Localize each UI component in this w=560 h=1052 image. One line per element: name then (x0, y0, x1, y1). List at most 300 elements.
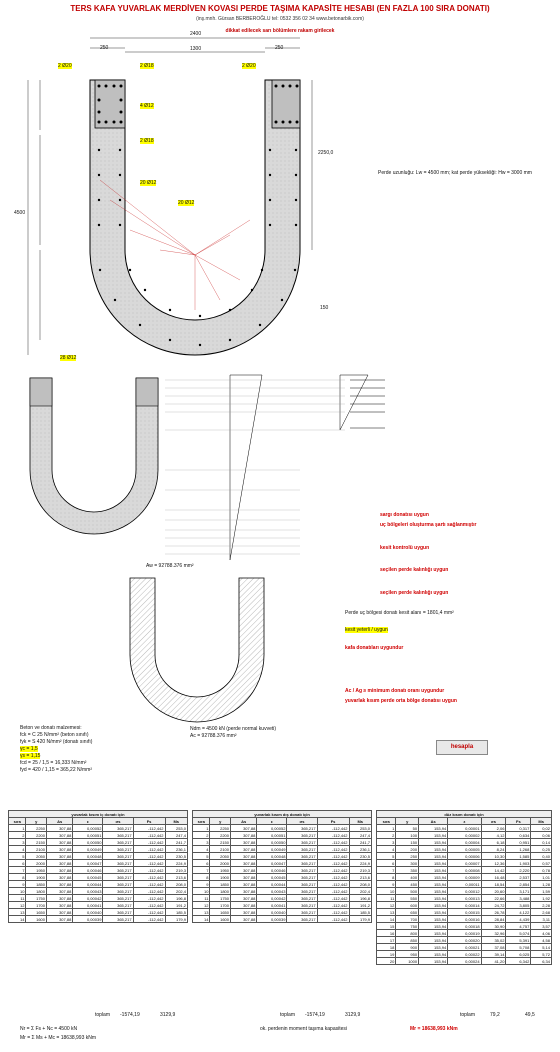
table-row (377, 867, 552, 874)
table-cell: 153,94 (419, 958, 448, 965)
table-row (9, 846, 188, 853)
col-header: Ms (165, 818, 188, 825)
table-cell: 9 (377, 881, 396, 888)
table-cell: 1950 (210, 867, 231, 874)
table-row (9, 825, 188, 832)
table-cell: 2250 (210, 825, 231, 832)
check-4: seçilen perde kalınlığı uygun (380, 567, 449, 573)
table-cell: -112,442 (317, 832, 349, 839)
table-cell: 1600 (26, 916, 47, 923)
table-cell: 307,88 (231, 846, 257, 853)
table-cell: 191,2 (349, 902, 372, 909)
table-cell: 153,94 (419, 916, 448, 923)
table-cell: 230,5 (349, 853, 372, 860)
table-cell: 5,72 (531, 951, 552, 958)
table-cell: 307,88 (47, 860, 73, 867)
table-cell: 236,1 (165, 846, 188, 853)
table-cell: 18 (377, 944, 396, 951)
table-cell: 0,00016 (448, 916, 481, 923)
rebar-label[interactable]: 28 Ø12 (60, 355, 77, 361)
table-cell: 1700 (26, 902, 47, 909)
table-cell: 0,00050 (73, 839, 103, 846)
col-header: σs (103, 818, 133, 825)
table-row (9, 902, 188, 909)
table-cell: 1,903 (506, 860, 531, 867)
table-cell: 700 (396, 916, 419, 923)
table-row (9, 888, 188, 895)
table-cell: 365,217 (287, 825, 317, 832)
table-cell: 365,217 (103, 916, 133, 923)
table-cell: 0,00045 (73, 874, 103, 881)
table-cell: 750 (396, 923, 419, 930)
table-cell: 2050 (26, 853, 47, 860)
table-cell: 850 (396, 937, 419, 944)
table-cell: 2050 (210, 853, 231, 860)
rebar-label[interactable]: 2 Ø20 (58, 63, 72, 69)
table-cell: 307,88 (231, 867, 257, 874)
table-cell: 365,217 (287, 832, 317, 839)
table-cell: 307,88 (47, 888, 73, 895)
table-cell: 6,025 (506, 951, 531, 958)
table-row (193, 916, 372, 923)
total-value: 3129,9 (345, 1012, 361, 1018)
table-cell: 4,06 (531, 930, 552, 937)
table-cell: 0,00041 (73, 902, 103, 909)
table-row (193, 867, 372, 874)
table-cell: 12 (193, 902, 210, 909)
calc-line: Ndm = 4500 kN (perde normal kuvveti) (190, 726, 277, 732)
table-cell: 3 (377, 839, 396, 846)
table-cell: -112,442 (133, 902, 165, 909)
table-cell: 365,217 (287, 874, 317, 881)
table-cell: 0,00040 (73, 909, 103, 916)
table-cell: 365,217 (287, 860, 317, 867)
table-cell: 0,00045 (257, 874, 287, 881)
table-cell: 1,268 (506, 846, 531, 853)
table-cell: 0,40 (531, 853, 552, 860)
table-cell: 153,94 (419, 951, 448, 958)
table-row (377, 874, 552, 881)
table-cell: 153,94 (419, 860, 448, 867)
check-5: seçilen perde kalınlığı uygun (380, 590, 449, 596)
table-cell: 153,94 (419, 874, 448, 881)
table-cell: 307,88 (47, 867, 73, 874)
table-cell: 153,94 (419, 937, 448, 944)
table-cell: 307,88 (231, 916, 257, 923)
table-cell: 0,00042 (257, 895, 287, 902)
table-cell: 1 (377, 825, 396, 832)
table-cell: -112,442 (133, 874, 165, 881)
table-cell: 0,00005 (448, 846, 481, 853)
table-cell: 2150 (26, 839, 47, 846)
table-cell: 307,88 (231, 902, 257, 909)
table-cell: -112,442 (317, 853, 349, 860)
table-cell: 0,317 (506, 825, 531, 832)
check-7: Ac / Ag ≥ minimum donatı oranı uygundur (345, 688, 445, 694)
table-cell: 7 (9, 867, 26, 874)
table-cell: 2200 (210, 832, 231, 839)
dim-inner-width: 1300 (190, 46, 202, 52)
table-cell: 2100 (210, 846, 231, 853)
table-cell: 10 (377, 888, 396, 895)
col-header: Fs (133, 818, 165, 825)
table-cell: 2000 (26, 860, 47, 867)
table-cell: 1800 (26, 888, 47, 895)
col-header: sıra (377, 818, 396, 825)
table-cell: 19 (377, 951, 396, 958)
table-cell: -112,442 (317, 867, 349, 874)
footer-mr: Mr = Σ Ms + Mc = 18638,993 kNm (20, 1035, 97, 1041)
table-cell: 0,00043 (73, 888, 103, 895)
total-label: toplam (280, 1012, 296, 1018)
table-cell: 307,88 (47, 832, 73, 839)
table-cell: 39,14 (481, 951, 506, 958)
col-header: ε (257, 818, 287, 825)
table-cell: 13 (377, 909, 396, 916)
page-subtitle: (inş.mnh. Gürsan BERBEROĞLU tel: 0532 356 02 34 www.betonarbik.com) (196, 16, 364, 22)
table-cell: 253,0 (165, 825, 188, 832)
table-row (193, 881, 372, 888)
table-cell: 0,00039 (257, 916, 287, 923)
table-cell: 5,708 (506, 944, 531, 951)
table-cell: 153,94 (419, 853, 448, 860)
table-cell: 6,342 (506, 958, 531, 965)
table-cell: 14 (9, 916, 26, 923)
table-cell: 14,42 (481, 867, 506, 874)
dim-top-width: 2400 (190, 31, 202, 37)
rebar-label[interactable]: 20 Ø12 (140, 180, 157, 186)
table-cell: 153,94 (419, 825, 448, 832)
table-cell: 0,00022 (448, 951, 481, 958)
table-row (193, 825, 372, 832)
table-title: yuvarlak kısım iç donatı için (9, 811, 188, 818)
force-arrows (350, 380, 385, 428)
table-cell: 14 (193, 916, 210, 923)
table-cell: 365,217 (103, 909, 133, 916)
table-cell: 4 (9, 846, 26, 853)
page-title: TERS KAFA YUVARLAK MERDİVEN KOVASI PERDE TAŞIMA KAPASİTE HESABI (EN FAZLA 100 SIRA DONATI) (70, 4, 490, 13)
table-cell: 8 (9, 874, 26, 881)
table-cell: 307,88 (231, 839, 257, 846)
table-row (377, 909, 552, 916)
table-cell: 900 (396, 944, 419, 951)
table-cell: 0,00041 (257, 902, 287, 909)
table-cell: 12,36 (481, 860, 506, 867)
table-cell: 2 (377, 832, 396, 839)
check-1: sargı donatısı uygun (380, 512, 429, 518)
table-cell: 307,88 (231, 860, 257, 867)
table-cell: 1950 (26, 867, 47, 874)
table-title: düz kısım donatı için (377, 811, 552, 818)
table-cell: 1,28 (531, 881, 552, 888)
table-row (377, 902, 552, 909)
table-cell: 0,00043 (257, 888, 287, 895)
total-value: -1574,19 (120, 1012, 140, 1018)
table-cell: 150 (396, 839, 419, 846)
table-cell: 17 (377, 937, 396, 944)
table-cell: 0,00039 (73, 916, 103, 923)
table-cell: 153,94 (419, 839, 448, 846)
table-cell: 219,3 (165, 867, 188, 874)
table-cell: -112,442 (317, 874, 349, 881)
table-row (377, 937, 552, 944)
table-row (193, 902, 372, 909)
table-cell: 307,88 (47, 895, 73, 902)
table-cell: 213,6 (165, 874, 188, 881)
table-cell: 0,00011 (448, 881, 481, 888)
total-value: 49,5 (525, 1012, 535, 1018)
table-row (193, 874, 372, 881)
table-row (377, 839, 552, 846)
table-cell: 307,88 (47, 874, 73, 881)
table-cell: 365,217 (103, 839, 133, 846)
table-cell: 0,00050 (257, 839, 287, 846)
table-cell: 1800 (210, 888, 231, 895)
table-cell: -112,442 (133, 909, 165, 916)
table-row (9, 853, 188, 860)
table-cell: 2,68 (531, 909, 552, 916)
table-cell: 4,757 (506, 923, 531, 930)
table-cell: 230,5 (165, 853, 188, 860)
table-cell: -112,442 (133, 881, 165, 888)
col-header: Ms (531, 818, 552, 825)
table-cell: 0,00014 (448, 902, 481, 909)
table-cell: 247,4 (349, 832, 372, 839)
table-outer-rebar (192, 810, 372, 923)
total-value: 3129,9 (160, 1012, 176, 1018)
table-row (377, 860, 552, 867)
table-cell: 6,34 (531, 958, 552, 965)
col-header: As (47, 818, 73, 825)
table-cell: 365,217 (287, 853, 317, 860)
aw-line: Aw = 92788.376 mm² (146, 563, 194, 569)
table-cell: 307,88 (47, 881, 73, 888)
table-cell: 0,00046 (257, 867, 287, 874)
table-cell: 365,217 (287, 839, 317, 846)
table-cell: 247,4 (165, 832, 188, 839)
table-cell: 0,00040 (257, 909, 287, 916)
table-cell: 365,217 (287, 867, 317, 874)
table-cell: 4,58 (531, 937, 552, 944)
table-cell: 1650 (210, 909, 231, 916)
table-cell: 0,00052 (73, 825, 103, 832)
table-cell: 950 (396, 951, 419, 958)
col-header: Fs (506, 818, 531, 825)
table-cell: 0,00051 (73, 832, 103, 839)
table-cell: 650 (396, 909, 419, 916)
table-row (377, 825, 552, 832)
rebar-label[interactable]: 2 Ø20 (242, 63, 256, 69)
col-header: Fs (317, 818, 349, 825)
table-cell: 0,00044 (257, 881, 287, 888)
rebar-label[interactable]: 2 Ø18 (140, 138, 154, 144)
table-cell: 0,00002 (448, 832, 481, 839)
table-inner-rebar (8, 810, 188, 923)
table-cell: 307,88 (231, 853, 257, 860)
table-cell: 307,88 (231, 888, 257, 895)
table-cell: 800 (396, 930, 419, 937)
table-cell: 219,3 (349, 867, 372, 874)
table-cell: -112,442 (317, 909, 349, 916)
calc-line[interactable]: γs = 1,15 (20, 753, 41, 759)
table-cell: -112,442 (133, 895, 165, 902)
col-header: Ms (349, 818, 372, 825)
table-cell: 200 (396, 846, 419, 853)
table-cell: 24,72 (481, 902, 506, 909)
third-u-section (130, 578, 264, 722)
table-cell: 1 (193, 825, 210, 832)
table-cell: 0,00008 (448, 867, 481, 874)
table-row (193, 860, 372, 867)
col-header: y (26, 818, 47, 825)
table-row (9, 909, 188, 916)
table-cell: 28,84 (481, 916, 506, 923)
check-2: kesit kontrolü uygun (380, 545, 430, 551)
table-cell: 213,6 (349, 874, 372, 881)
table-cell: 1000 (396, 958, 419, 965)
table-cell: 191,2 (165, 902, 188, 909)
table-cell: 365,217 (287, 846, 317, 853)
table-cell: -112,442 (133, 825, 165, 832)
table-cell: 0,14 (531, 839, 552, 846)
table-cell: 400 (396, 874, 419, 881)
table-cell: 2250 (26, 825, 47, 832)
table-straight-rebar (376, 810, 552, 965)
table-cell: -112,442 (133, 867, 165, 874)
table-cell: 3,171 (506, 888, 531, 895)
table-cell: 307,88 (47, 846, 73, 853)
table-cell: 153,94 (419, 895, 448, 902)
table-cell: 8 (193, 874, 210, 881)
check-8: yuvarlak kısım perde orta bölge donatısı uygun (345, 698, 457, 704)
table-cell: 307,88 (47, 909, 73, 916)
table-cell: 365,217 (103, 888, 133, 895)
table-cell: 0,00052 (257, 825, 287, 832)
table-cell: 1650 (26, 909, 47, 916)
table-cell: 11 (9, 895, 26, 902)
table-cell: 2100 (26, 846, 47, 853)
table-cell: 16 (377, 930, 396, 937)
uygun-note: kesit yeterli / uygun (345, 627, 388, 633)
table-cell: 307,88 (47, 902, 73, 909)
table-cell: 365,217 (103, 846, 133, 853)
table-cell: 450 (396, 881, 419, 888)
table-cell: 224,9 (165, 860, 188, 867)
table-cell: 13 (9, 909, 26, 916)
calc-line: fcd = 25 / 1,5 = 16,333 N/mm² (20, 760, 87, 766)
table-cell: 14 (377, 916, 396, 923)
table-cell: -112,442 (133, 888, 165, 895)
table-cell: 1,92 (531, 895, 552, 902)
table-cell: 365,217 (103, 874, 133, 881)
table-cell: 1,59 (531, 888, 552, 895)
table-row (377, 846, 552, 853)
table-cell: -112,442 (317, 881, 349, 888)
strain-diagram (230, 375, 368, 560)
table-cell: 185,5 (349, 909, 372, 916)
table-cell: 13 (193, 909, 210, 916)
table-cell: 22,66 (481, 895, 506, 902)
table-cell: 185,5 (165, 909, 188, 916)
calc-head: Beton ve donatı malzemesi: (20, 725, 82, 731)
table-cell: 0,634 (506, 832, 531, 839)
table-cell: 12 (377, 902, 396, 909)
table-row (377, 916, 552, 923)
table-cell: 500 (396, 888, 419, 895)
table-cell: 365,217 (103, 860, 133, 867)
table-cell: 4 (193, 846, 210, 853)
table-cell: 1 (9, 825, 26, 832)
strain-level-lines (165, 380, 345, 554)
table-cell: 20,60 (481, 888, 506, 895)
table-cell: 365,217 (287, 888, 317, 895)
table-cell: 365,217 (103, 832, 133, 839)
table-cell: 307,88 (231, 825, 257, 832)
capacity-value: Mr = 18638,993 kNm (410, 1026, 458, 1032)
table-cell: -112,442 (317, 839, 349, 846)
table-cell: 1900 (210, 874, 231, 881)
table-cell: 10 (9, 888, 26, 895)
table-cell: -112,442 (133, 846, 165, 853)
table-cell: 5 (193, 853, 210, 860)
table-cell: 0,00009 (448, 874, 481, 881)
table-cell: 0,00004 (448, 839, 481, 846)
table-cell: 0,951 (506, 839, 531, 846)
table-cell: 236,1 (349, 846, 372, 853)
dim-height: 4500 (14, 210, 26, 216)
table-cell: 300 (396, 860, 419, 867)
table-cell: 100 (396, 832, 419, 839)
calc-line: Ac = 92788.376 mm² (190, 733, 237, 739)
table-cell: 0,00049 (73, 846, 103, 853)
table-cell: 1850 (210, 881, 231, 888)
rebar-label[interactable]: 20 Ø12 (178, 200, 195, 206)
total-label: toplam (95, 1012, 111, 1018)
capacity-label: ok. perdenin moment taşıma kapasitesi (260, 1026, 347, 1032)
table-cell: 365,217 (287, 895, 317, 902)
rebar-label[interactable]: 2 Ø18 (140, 63, 154, 69)
table-cell: 4,122 (506, 909, 531, 916)
table-cell: -112,442 (317, 895, 349, 902)
table-cell: 365,217 (287, 916, 317, 923)
table-cell: 153,94 (419, 846, 448, 853)
table-cell: 7 (193, 867, 210, 874)
table-cell: 20 (377, 958, 396, 965)
table-cell: 3,805 (506, 902, 531, 909)
table-cell: 50 (396, 825, 419, 832)
table-cell: 0,00007 (448, 860, 481, 867)
table-cell: 0,00020 (448, 937, 481, 944)
table-cell: 6 (9, 860, 26, 867)
table-cell: 365,217 (103, 853, 133, 860)
table-cell: 10 (193, 888, 210, 895)
table-cell: 4,439 (506, 916, 531, 923)
table-row (377, 951, 552, 958)
table-row (193, 853, 372, 860)
table-cell: 307,88 (47, 825, 73, 832)
calculate-button[interactable]: hesapla (436, 740, 488, 755)
table-cell: 35,02 (481, 937, 506, 944)
table-cell: 179,9 (349, 916, 372, 923)
table-cell: 7 (377, 867, 396, 874)
table-cell: 3 (193, 839, 210, 846)
table-row (193, 832, 372, 839)
rebar-label[interactable]: 4 Ø12 (140, 103, 154, 109)
table-cell: -112,442 (133, 860, 165, 867)
table-cell: 4 (377, 846, 396, 853)
calc-line[interactable]: γc = 1,5 (20, 746, 38, 752)
table-cell: 153,94 (419, 832, 448, 839)
